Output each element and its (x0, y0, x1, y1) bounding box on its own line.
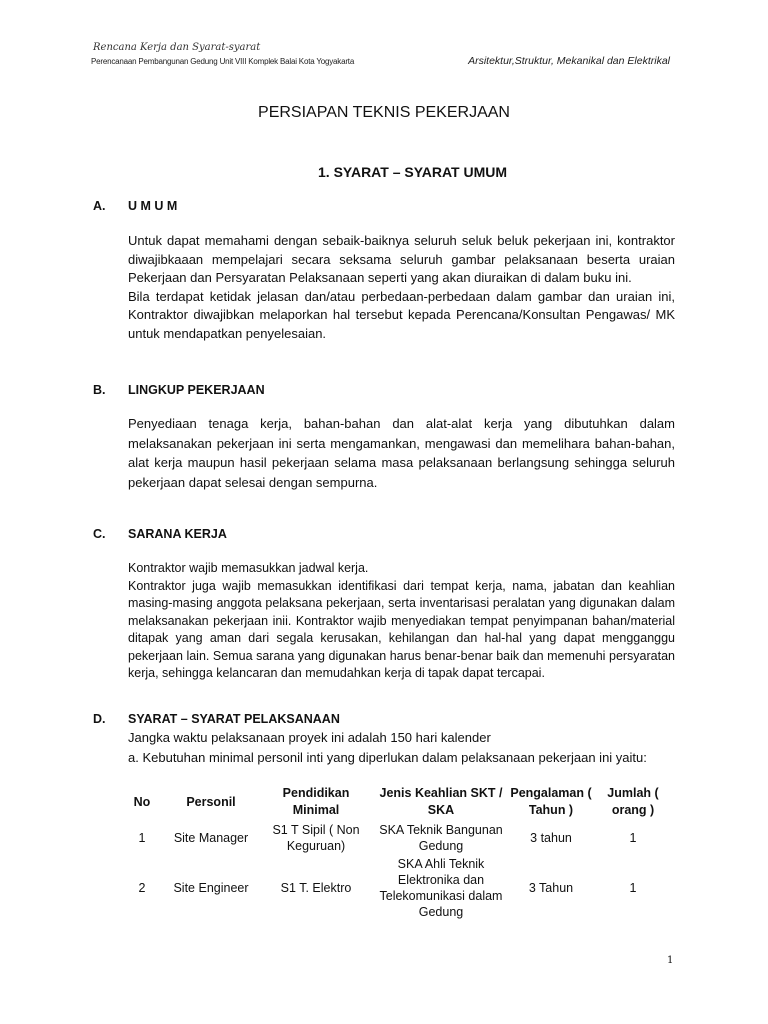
section-c-body (128, 560, 675, 683)
section-a-body (128, 232, 675, 344)
page-number: 1 (667, 955, 674, 966)
table-cell: 3 Tahun (528, 881, 574, 895)
section-b-body (128, 414, 675, 492)
table-cell: 3 tahun (530, 831, 572, 845)
header-document-title: Rencana Kerja dan Syarat-syarat (93, 42, 261, 53)
table-header-cell: Jumlah ( orang ) (607, 786, 659, 817)
table-cell: S1 T Sipil ( Non Keguruan) (272, 823, 360, 853)
table-cell: 1 (629, 881, 637, 895)
table-cell: 1 (138, 831, 146, 845)
section-d-body (128, 729, 675, 767)
section-c-paragraph-2: Kontraktor juga wajib memasukkan identifikasi dari tempat kerja, nama, jabatan dan keahlian masing-masing anggota pelaksana pekerjaan, serta inventarisasi peralatan yang digunakan dalam melaksanakan pekerjaan inii. Kontraktor wajib menyediakan tempat penyimpanan bahan/material ditapak yang aman dari segala kerusakan, kehilangan dan hal-hal yang dapat mengganggu pekerjaan lain. Semua sarana yang digunakan harus benar-benar baik dan memenuhi persyaratan kerja, sehingga kelancaran dan memudahkan kerja di tapak dapat tercapai. (128, 578, 675, 680)
section-subtitle: 1. SYARAT – SYARAT UMUM (318, 164, 508, 180)
table-cell: 2 (138, 881, 146, 895)
table-cell: Site Manager (173, 831, 249, 845)
section-d-letter: D. (93, 712, 106, 726)
page-title: PERSIAPAN TEKNIS PEKERJAAN (258, 104, 510, 121)
section-d-paragraph-1: Jangka waktu pelaksanaan proyek ini adalah 150 hari kalender (128, 730, 491, 745)
section-b-title: LINGKUP PEKERJAAN (128, 383, 265, 397)
table-header-cell: No (133, 794, 151, 809)
table-cell: Site Engineer (173, 881, 249, 895)
section-d-title: SYARAT – SYARAT PELAKSANAAN (128, 712, 340, 726)
section-c-paragraph-1: Kontraktor wajib memasukkan jadwal kerja. (128, 561, 369, 575)
section-a-paragraph-1: Untuk dapat memahami dengan sebaik-baiknya seluruh seluk beluk pekerjaan ini, kontraktor diwajibkaaan mempelajari secara seksama seluruh gambar pelaksanaan beserta uraian Pekerjaan dan Persyaratan Pelaksanaan seperti yang akan diuraikan di dalam buku ini. (128, 233, 675, 286)
section-a-paragraph-2: Bila terdapat ketidak jelasan dan/atau perbedaan-perbedaan dalam gambar dan uraian ini, Kontraktor diwajibkan melaporkan hal tersebut kepada Perencana/Konsultan Pengawas/ MK untuk mendapatkan penyelesaian. (128, 288, 675, 341)
section-c-title: SARANA KERJA (128, 527, 227, 541)
table-cell: 1 (629, 831, 637, 845)
table-row (118, 821, 670, 855)
section-b-letter: B. (93, 383, 106, 397)
table-header-row (118, 783, 670, 821)
section-c-letter: C. (93, 527, 106, 541)
table-header-cell: Jenis Keahlian SKT / SKA (379, 786, 503, 817)
section-d-paragraph-2: a. Kebutuhan minimal personil inti yang diperlukan dalam pelaksanaan pekerjaan ini yaitu: (128, 749, 647, 765)
header-scope: Arsitektur,Struktur, Mekanikal dan Elektrikal (468, 55, 670, 67)
table-header-cell: Personil (186, 794, 236, 809)
header-project-name: Perencanaan Pembangunan Gedung Unit VIII Komplek Balai Kota Yogyakarta (91, 57, 355, 66)
personnel-table (118, 783, 670, 921)
table-row (118, 855, 670, 921)
section-a-title: U M U M (128, 199, 178, 213)
table-cell: SKA Ahli Teknik Elektronika dan Telekomunikasi dalam Gedung (379, 857, 503, 919)
section-a-letter: A. (93, 199, 106, 213)
table-cell: S1 T. Elektro (280, 881, 352, 895)
table-header-cell: Pendidikan Minimal (282, 786, 350, 817)
section-b-paragraph-1: Penyediaan tenaga kerja, bahan-bahan dan alat-alat kerja yang dibutuhkan dalam melaksanakan pekerjaan ini serta mengamankan, mengawasi dan memelihara bahan-bahan, alat kerja maupun hasil pekerjaan selama masa pelaksanaan berlangsung sehingga seluruh pekerjaan dapat selesai dengan sempurna. (128, 416, 675, 490)
table-cell: SKA Teknik Bangunan Gedung (379, 823, 503, 853)
table-header-cell: Pengalaman ( Tahun ) (510, 786, 592, 817)
